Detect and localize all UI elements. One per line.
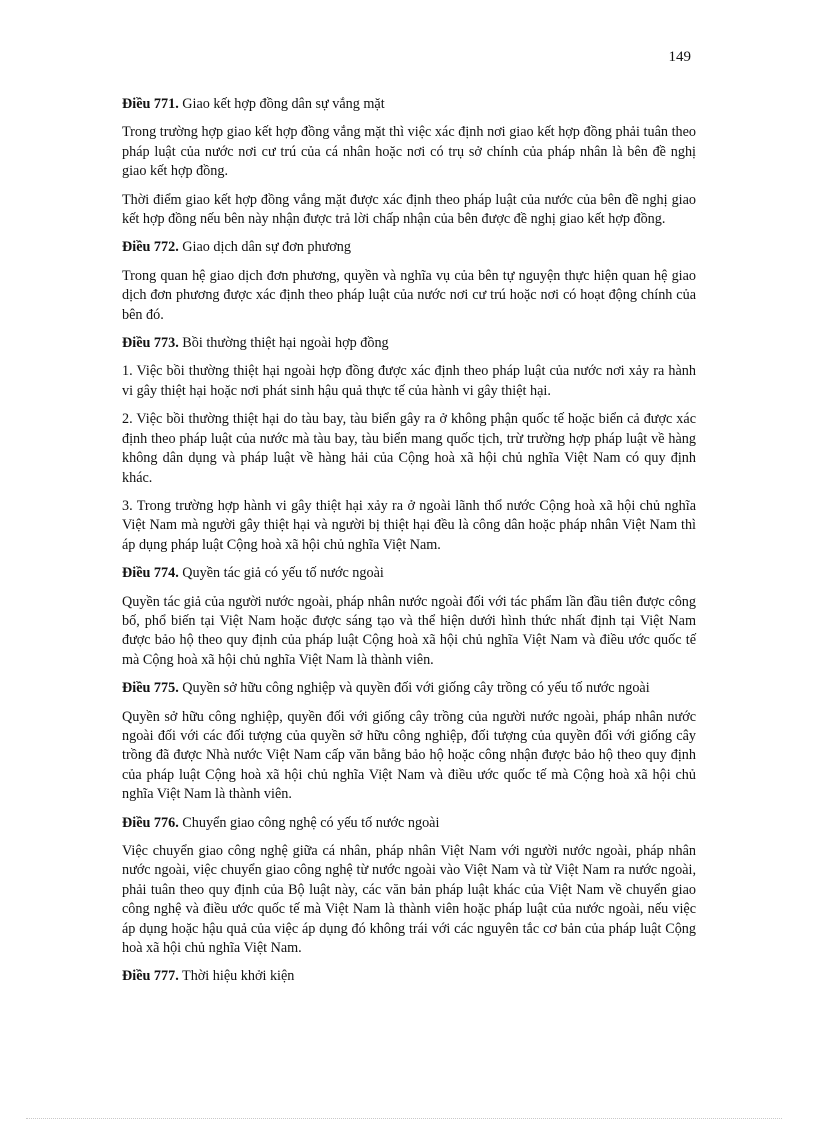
document-body — [122, 95, 696, 996]
page-number: 149 — [668, 49, 691, 65]
article-label: Điều 773. — [122, 335, 179, 352]
page-bottom-divider — [26, 1118, 782, 1119]
article-label: Điều 776. — [122, 814, 179, 831]
article-label: Điều 775. — [122, 680, 179, 697]
article-paragraph: Thời điểm giao kết hợp đồng vắng mặt được xác định theo pháp luật của nước của bên đề nghị giao kết hợp đồng nếu bên này nhận được trả lời chấp nhận của bên được đề nghị giao kết hợp đồng. — [122, 191, 696, 228]
article-label: Điều 771. — [122, 96, 179, 112]
article-label: Điều 777. — [122, 968, 179, 985]
article-title: Quyền sở hữu công nghiệp và quyền đối với giống cây trồng có yếu tố nước ngoài — [182, 680, 650, 697]
article-heading-774 — [122, 564, 696, 583]
article-paragraph: 2. Việc bồi thường thiệt hại do tàu bay, tàu biển gây ra ở không phận quốc tế hoặc biển cả được xác định theo pháp luật của nước mà tàu bay, tàu biển mang quốc tịch, trừ trường hợp pháp luật về hàng không dân dụng và pháp luật về hàng hải của Cộng hoà xã hội chủ nghĩa Việt Nam có quy định khác. — [122, 411, 696, 486]
article-paragraph: Trong trường hợp giao kết hợp đồng vắng mặt thì việc xác định nơi giao kết hợp đồng phải tuân theo pháp luật của nước nơi cư trú của cá nhân hoặc nơi có trụ sở chính của pháp nhân là bên đề nghị giao kết hợp đồng. — [122, 124, 696, 180]
article-heading-775 — [122, 679, 696, 698]
article-title: Quyền tác giả có yếu tố nước ngoài — [182, 565, 384, 582]
article-title: Giao dịch dân sự đơn phương — [182, 239, 351, 256]
article-title: Giao kết hợp đồng dân sự vắng mặt — [182, 96, 385, 112]
article-title: Thời hiệu khởi kiện — [182, 968, 295, 985]
article-title: Chuyển giao công nghệ có yếu tố nước ngoài — [182, 814, 440, 831]
article-title: Bồi thường thiệt hại ngoài hợp đồng — [182, 335, 389, 352]
article-heading-776 — [122, 814, 696, 833]
article-heading-772 — [122, 238, 696, 257]
article-paragraph: Trong quan hệ giao dịch đơn phương, quyền và nghĩa vụ của bên tự nguyện thực hiện quan hệ giao dịch đơn phương được xác định theo pháp luật của nước nơi cư trú hoặc nơi có hoạt động chính của bên đó. — [122, 267, 696, 323]
article-paragraph: Quyền sở hữu công nghiệp, quyền đối với giống cây trồng của người nước ngoài, pháp nhân nước ngoài đối với các đối tượng của quyền sở hữu công nghiệp, đối tượng của quyền đối với giống cây trồng đã được Nhà nước Việt Nam cấp văn bằng bảo hộ hoặc công nhận được bảo hộ theo quy định của pháp luật Cộng hoà xã hội chủ nghĩa Việt Nam và điều ước quốc tế mà Cộng hoà xã hội chủ nghĩa Việt Nam là thành viên. — [122, 708, 696, 803]
article-label: Điều 772. — [122, 239, 179, 256]
article-paragraph: 1. Việc bồi thường thiệt hại ngoài hợp đồng được xác định theo pháp luật của nước nơi xảy ra hành vi gây thiệt hại hoặc nơi phát sinh hậu quả thực tế của hành vi gây thiệt hại. — [122, 363, 696, 399]
article-heading-771 — [122, 95, 696, 114]
article-heading-777 — [122, 967, 696, 986]
article-paragraph: Quyền tác giả của người nước ngoài, pháp nhân nước ngoài đối với tác phẩm lần đầu tiên được công bố, phổ biến tại Việt Nam hoặc được sáng tạo và thể hiện dưới hình thức nhất định tại Việt Nam được bảo hộ theo quy định của pháp luật Cộng hoà xã hội chủ nghĩa Việt Nam và điều ước quốc tế mà Cộng hoà xã hội chủ nghĩa Việt Nam là thành viên. — [122, 593, 696, 668]
article-paragraph: 3. Trong trường hợp hành vi gây thiệt hại xảy ra ở ngoài lãnh thổ nước Cộng hoà xã hội chủ nghĩa Việt Nam mà người gây thiệt hại và người bị thiệt hại đều là công dân hoặc pháp nhân Việt Nam thì áp dụng pháp luật Cộng hoà xã hội chủ nghĩa Việt Nam. — [122, 497, 696, 553]
article-heading-773 — [122, 334, 696, 353]
article-paragraph: Việc chuyển giao công nghệ giữa cá nhân, pháp nhân Việt Nam với người nước ngoài, pháp nhân nước ngoài, việc chuyển giao công nghệ từ nước ngoài vào Việt Nam và từ Việt Nam ra nước ngoài, phải tuân theo quy định của Bộ luật này, các văn bản pháp luật khác của Việt Nam về chuyển giao công nghệ và điều ước quốc tế mà Việt Nam là thành viên hoặc pháp luật của nước ngoài, nếu việc áp dụng hoặc hậu quả của việc áp dụng đó không trái với các nguyên tắc cơ bản của pháp luật Cộng hoà xã hội chủ nghĩa Việt Nam. — [122, 843, 696, 957]
article-label: Điều 774. — [122, 565, 179, 582]
